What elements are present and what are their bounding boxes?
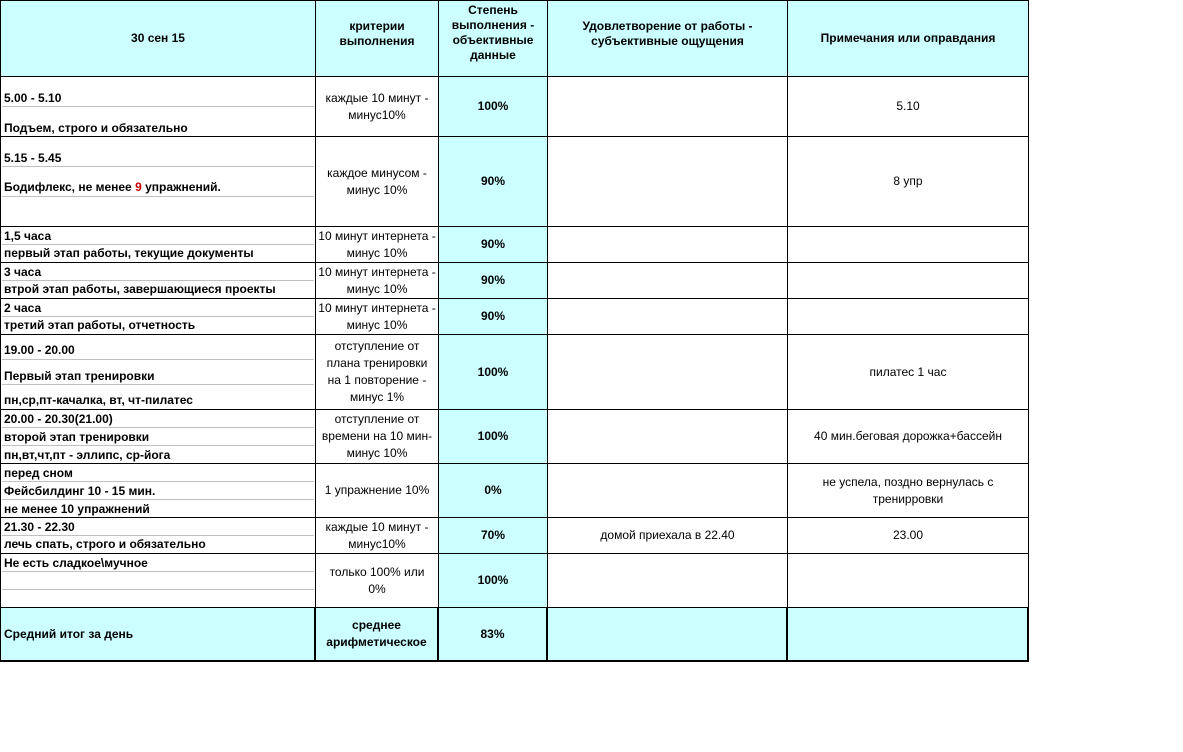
row-2-time: 1,5 часа (4, 229, 52, 243)
row-4-criteria[interactable] (315, 298, 439, 335)
row-8-pct[interactable] (438, 517, 548, 554)
row-9-satisfaction[interactable] (547, 553, 788, 608)
row-5-days: пн,ср,пт-качалка, вт, чт-пилатес (4, 393, 193, 407)
footer-pct-text: 83% (480, 626, 505, 641)
row-1-satisfaction[interactable] (547, 136, 788, 227)
row-6-activity[interactable] (0, 409, 316, 464)
row-4-activity[interactable] (0, 298, 316, 335)
row-3-time: 3 часа (4, 265, 42, 279)
row-1-note-text: 8 упр (893, 174, 923, 188)
row-5-time: 19.00 - 20.00 (4, 343, 75, 357)
row-4-note[interactable] (787, 298, 1029, 335)
row-0-pct-text: 100% (477, 99, 509, 113)
footer-criteria[interactable] (315, 607, 439, 662)
row-0-satisfaction[interactable] (547, 76, 788, 137)
row-9-title: Не есть сладкое\мучное (4, 556, 148, 570)
row-7-pct[interactable] (438, 463, 548, 518)
row-5-title: Первый этап тренировки (4, 369, 155, 383)
row-6-note-text: 40 мин.беговая дорожка+бассейн (814, 429, 1002, 443)
row-7-pct-text: 0% (484, 483, 502, 497)
row-4-title: третий этап работы, отчетность (4, 318, 196, 332)
row-6-title: второй этап тренировки (4, 430, 150, 444)
row-7-detail: не менее 10 упражнений (4, 502, 150, 516)
row-9-pct[interactable] (438, 553, 548, 608)
row-4-pct[interactable] (438, 298, 548, 335)
row-5-activity[interactable] (0, 334, 316, 410)
row-1-activity[interactable] (0, 136, 316, 227)
row-9-activity[interactable] (0, 553, 316, 608)
row-2-note[interactable] (787, 226, 1029, 263)
row-6-criteria[interactable] (315, 409, 439, 464)
row-3-title: втрой этап работы, завершающиеся проекты (4, 282, 276, 296)
header-degree[interactable] (438, 0, 548, 77)
row-0-criteria[interactable] (315, 76, 439, 137)
row-8-criteria[interactable] (315, 517, 439, 554)
row-8-criteria-text: каждые 10 минут - минус10% (325, 519, 429, 551)
row-5-note-text: пилатес 1 час (869, 364, 947, 379)
row-7-satisfaction[interactable] (547, 463, 788, 518)
row-0-criteria-text: каждые 10 минут - минус10% (325, 90, 429, 122)
header-notes[interactable] (787, 0, 1029, 77)
row-0-title: Подъем, строго и обязательно (4, 121, 188, 135)
row-3-pct-text: 90% (480, 273, 506, 287)
footer-satisfaction[interactable] (547, 607, 788, 662)
row-6-pct[interactable] (438, 409, 548, 464)
row-5-pct-text: 100% (477, 364, 509, 379)
row-8-satisfaction[interactable] (547, 517, 788, 554)
row-8-note[interactable] (787, 517, 1029, 554)
row-0-note[interactable] (787, 76, 1029, 137)
row-3-note[interactable] (787, 262, 1029, 299)
footer-label-text: Средний итог за день (4, 627, 134, 641)
row-2-pct-text: 90% (480, 237, 506, 251)
row-1-title-a: Бодифлекс, не менее (4, 180, 136, 194)
header-degree-text: Степень выполнения - объективные данные (451, 3, 535, 62)
row-6-time: 20.00 - 20.30(21.00) (4, 412, 113, 426)
header-date-text: 30 сен 15 (131, 31, 185, 45)
footer-note[interactable] (787, 607, 1029, 662)
row-1-criteria[interactable] (315, 136, 439, 227)
row-3-criteria-text: 10 минут интернета - минус 10% (318, 264, 436, 296)
row-9-note[interactable] (787, 553, 1029, 608)
header-criteria[interactable] (315, 0, 439, 77)
row-6-satisfaction[interactable] (547, 409, 788, 464)
row-7-criteria-text: 1 упражнение 10% (324, 483, 430, 497)
row-1-time: 5.15 - 5.45 (4, 151, 62, 165)
row-1-title-number: 9 (135, 180, 142, 194)
row-9-criteria[interactable] (315, 553, 439, 608)
row-4-pct-text: 90% (480, 309, 506, 323)
row-7-activity[interactable] (0, 463, 316, 518)
header-criteria-text: критерии выполнения (339, 19, 415, 48)
row-2-criteria[interactable] (315, 226, 439, 263)
row-6-pct-text: 100% (477, 429, 509, 443)
row-1-criteria-text: каждое минусом - минус 10% (327, 165, 427, 197)
row-8-satisfaction-text: домой приехала в 22.40 (600, 528, 735, 542)
row-1-pct[interactable] (438, 136, 548, 227)
row-3-pct[interactable] (438, 262, 548, 299)
row-7-time: перед сном (4, 466, 73, 480)
row-6-note[interactable] (787, 409, 1029, 464)
header-satisfaction-text: Удовлетворение от работы - субъективные ощущения (582, 19, 753, 48)
row-6-criteria-text: отступление от времени на 10 мин- минус 10% (321, 412, 433, 460)
row-4-time: 2 часа (4, 301, 42, 315)
row-0-activity[interactable] (0, 76, 316, 137)
row-8-time: 21.30 - 22.30 (4, 520, 75, 534)
row-8-note-text: 23.00 (892, 528, 924, 542)
row-1-pct-text: 90% (480, 174, 506, 188)
footer-pct[interactable] (438, 607, 548, 662)
row-5-satisfaction[interactable] (547, 334, 788, 410)
row-4-satisfaction[interactable] (547, 298, 788, 335)
row-7-note[interactable] (787, 463, 1029, 518)
header-satisfaction[interactable] (547, 0, 788, 77)
row-5-criteria-text: отступление от плана тренировки на 1 повторение - минус 1% (326, 339, 428, 404)
row-7-note-text: не успела, поздно вернулась с тренирровки (822, 474, 994, 506)
footer-label[interactable] (0, 607, 316, 662)
row-0-time: 5.00 - 5.10 (4, 91, 62, 105)
row-6-days: пн,вт,чт,пт - эллипс, ср-йога (4, 448, 171, 462)
row-8-title: лечь спать, строго и обязательно (4, 537, 206, 551)
row-1-title-b: упражнений. (141, 180, 221, 194)
header-notes-text: Примечания или оправдания (820, 31, 996, 45)
row-2-activity[interactable] (0, 226, 316, 263)
row-9-pct-text: 100% (477, 573, 509, 587)
row-2-satisfaction[interactable] (547, 226, 788, 263)
row-7-criteria[interactable] (315, 463, 439, 518)
row-4-criteria-text: 10 минут интернета - минус 10% (318, 300, 436, 332)
row-8-activity[interactable] (0, 517, 316, 554)
row-8-pct-text: 70% (480, 528, 506, 542)
row-2-pct[interactable] (438, 226, 548, 263)
row-5-criteria[interactable] (315, 334, 439, 410)
row-5-note[interactable] (787, 334, 1029, 410)
row-2-title: первый этап работы, текущие документы (4, 246, 254, 260)
footer-criteria-text: среднее арифметическое (326, 618, 427, 649)
row-7-title: Фейсбилдинг 10 - 15 мин. (4, 484, 156, 498)
row-1-note[interactable] (787, 136, 1029, 227)
row-3-activity[interactable] (0, 262, 316, 299)
row-9-criteria-text: только 100% или 0% (329, 564, 425, 596)
row-3-satisfaction[interactable] (547, 262, 788, 299)
row-2-criteria-text: 10 минут интернета - минус 10% (318, 228, 436, 260)
row-3-criteria[interactable] (315, 262, 439, 299)
row-0-pct[interactable] (438, 76, 548, 137)
header-date[interactable] (0, 0, 316, 77)
row-5-pct[interactable] (438, 334, 548, 410)
row-0-note-text: 5.10 (896, 99, 920, 113)
row-1-title (4, 180, 221, 194)
